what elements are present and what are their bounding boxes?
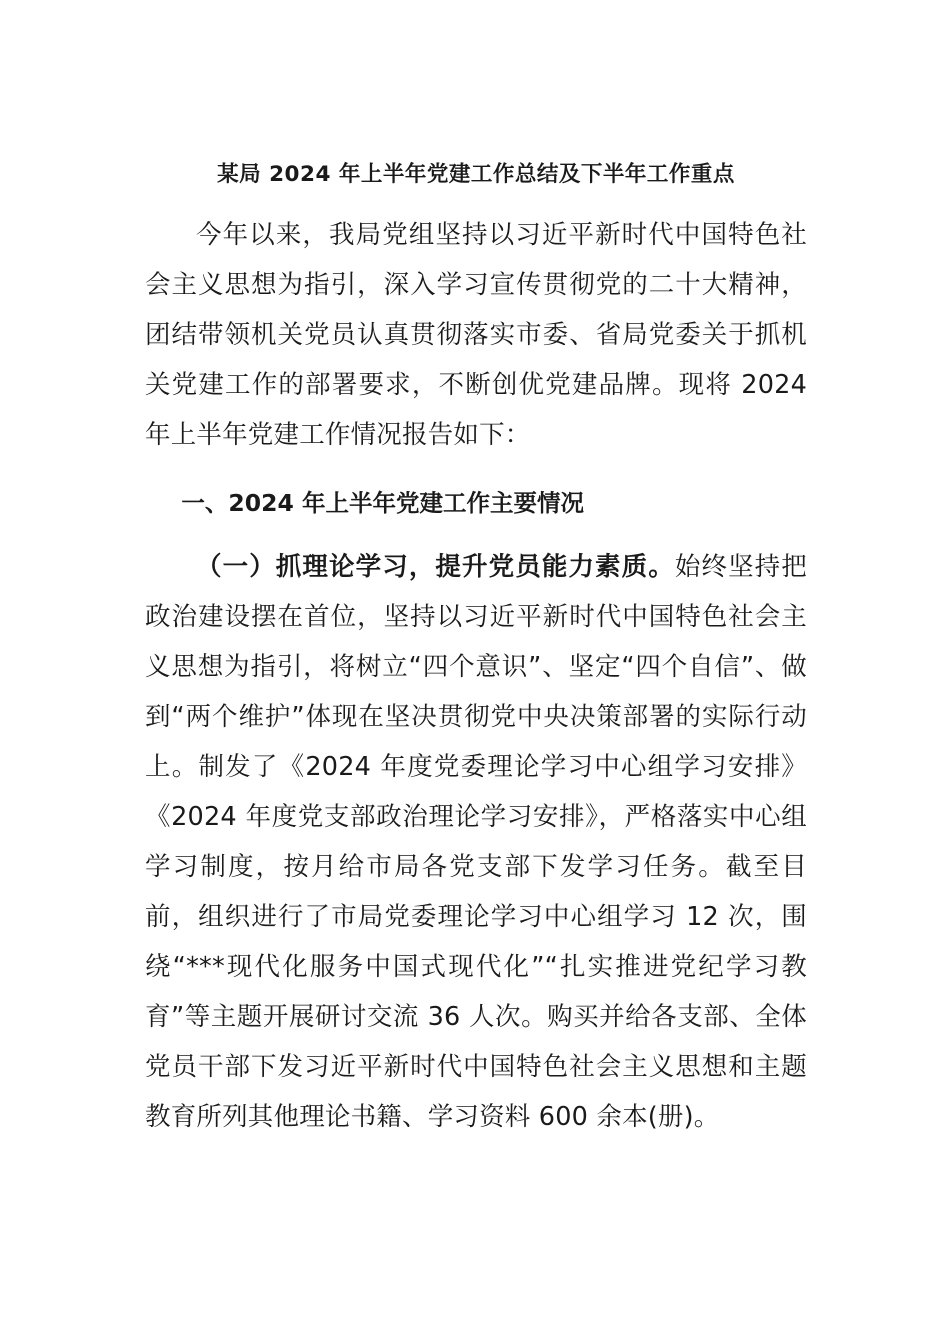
item-body-text: 始终坚持把政治建设摆在首位，坚持以习近平新时代中国特色社会主义思想为指引，将树立“四个意识”、坚定“四个自信”、做到“两个维护”体现在坚决贯彻党中央决策部署的实际行动上。制发了《2024 年度党委理论学习中心组学习安排》《2024 年度党支部政治理论学习安排》，严格落实中心组学习制度，按月给市局各党支部下发学习任务。截至目前，组织进行了市局党委理论学习中心组学习 12 次，围绕“***现代化服务中国式现代化”“扎实推进党纪学习教育”等主题开展研讨交流 36 人次。购买并给各支部、全体党员干部下发习近平新时代中国特色社会主义思想和主题教育所列其他理论书籍、学习资料 600 余本(册)。 — [145, 552, 807, 1132]
document-page — [145, 150, 807, 1142]
item-lead-text: （一）抓理论学习，提升党员能力素质。 — [196, 552, 675, 582]
section-heading: 一、2024 年上半年党建工作主要情况 — [181, 489, 585, 517]
document-title: 某局 2024 年上半年党建工作总结及下半年工作重点 — [217, 162, 735, 187]
intro-paragraph: 今年以来，我局党组坚持以习近平新时代中国特色社会主义思想为指引，深入学习宣传贯彻党的二十大精神，团结带领机关党员认真贯彻落实市委、省局党委关于抓机关党建工作的部署要求，不断创优党建品牌。现将 2024 年上半年党建工作情况报告如下： — [145, 220, 807, 450]
section-item-paragraph — [145, 542, 807, 1142]
